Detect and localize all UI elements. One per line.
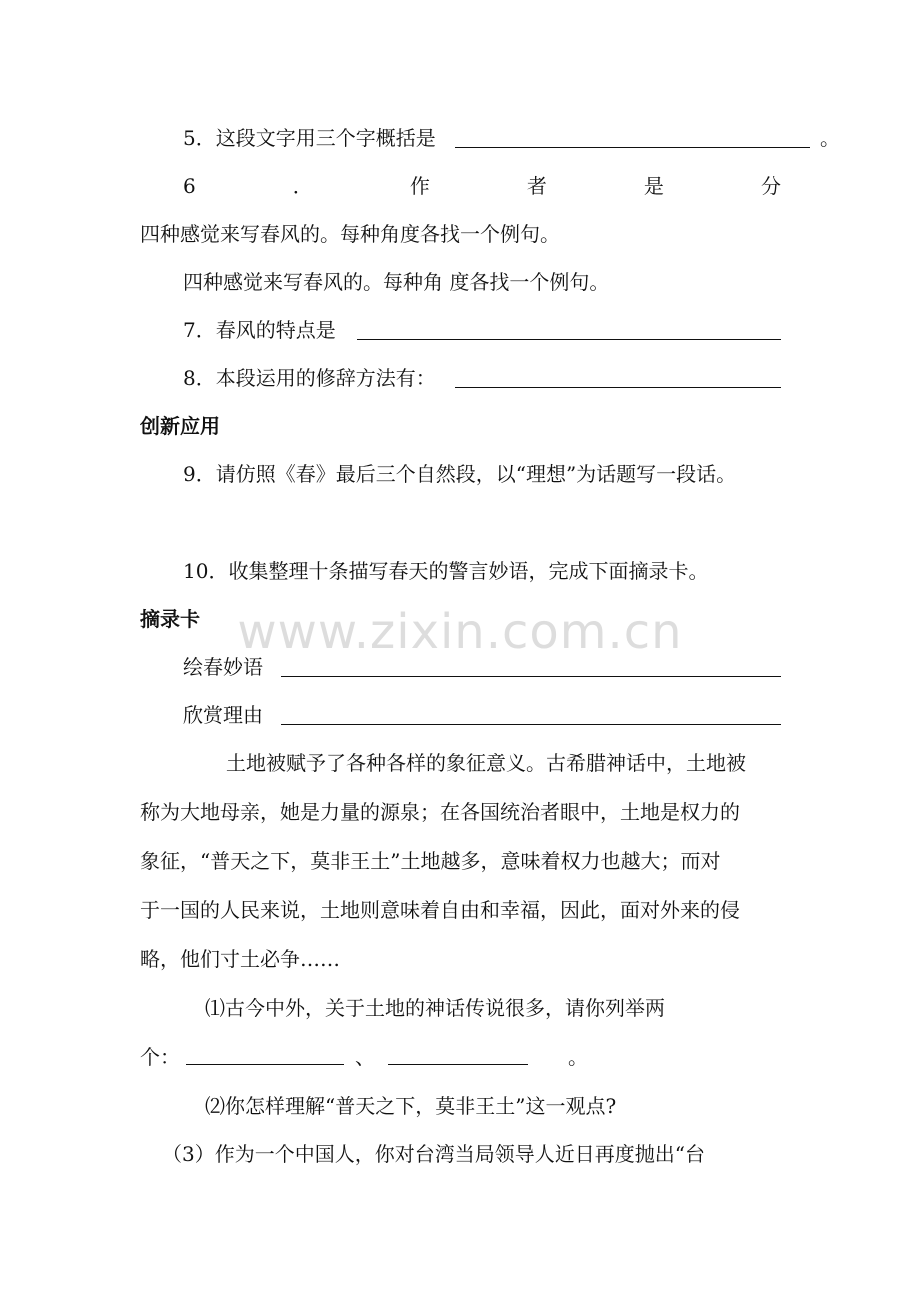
question-5: 5．这段文字用三个字概括是	[183, 126, 436, 150]
passage-line: 称为大地母亲，她是力量的源泉；在各国统治者眼中，土地是权力的	[140, 800, 740, 824]
card-label-quote: 绘春妙语	[183, 655, 263, 679]
sub-question-1-end: 。	[568, 1045, 588, 1069]
answer-blank-7[interactable]	[357, 339, 781, 340]
passage-line: 于一国的人民来说，土地则意味着自由和幸福，因此，面对外来的侵	[140, 898, 740, 922]
sub-question-1: ⑴古今中外，关于土地的神话传说很多，请你列举两	[205, 996, 665, 1020]
sub-question-1-prefix: 个：	[140, 1045, 180, 1069]
card-blank-reason[interactable]	[281, 724, 781, 725]
q6-char: 分	[760, 174, 781, 198]
answer-blank-5[interactable]	[455, 147, 810, 148]
sub-question-1-separator: 、	[355, 1045, 375, 1069]
watermark: www.zixin.com.cn	[237, 604, 683, 660]
passage-line: 略，他们寸土必争……	[140, 947, 340, 971]
q6-char: 6	[183, 174, 196, 198]
sub-question-3: （3）作为一个中国人，你对台湾当局领导人近日再度抛出“台	[162, 1142, 705, 1166]
sub-question-2: ⑵你怎样理解“普天之下，莫非王土”这一观点?	[205, 1094, 617, 1118]
question-7: 7．春风的特点是	[183, 318, 336, 342]
q6-char: 作	[409, 174, 430, 198]
card-label-reason: 欣赏理由	[183, 703, 263, 727]
question-5-end: 。	[820, 126, 840, 150]
card-title: 摘录卡	[140, 607, 200, 631]
passage-line: 象征，“普天之下，莫非王土”土地越多，意味着权力也越大；而对	[140, 849, 721, 873]
sub-question-1-blank-b[interactable]	[388, 1064, 528, 1065]
q6-char: ．	[292, 174, 313, 198]
question-6-repeat: 四种感觉来写春风的。每种角 度各找一个例句。	[183, 270, 610, 294]
q6-char: 是	[643, 174, 664, 198]
section-heading-innovation: 创新应用	[140, 414, 220, 438]
answer-blank-8[interactable]	[455, 387, 781, 388]
question-6-line1	[183, 172, 781, 200]
question-6-line2: 四种感觉来写春风的。每种角度各找一个例句。	[140, 222, 560, 246]
q6-char: 者	[526, 174, 547, 198]
passage-line: 土地被赋予了各种各样的象征意义。古希腊神话中，土地被	[226, 751, 746, 775]
sub-question-1-blank-a[interactable]	[186, 1064, 344, 1065]
question-8: 8．本段运用的修辞方法有：	[183, 366, 436, 390]
question-10: 10．收集整理十条描写春天的警言妙语，完成下面摘录卡。	[183, 559, 709, 583]
card-blank-quote[interactable]	[281, 676, 781, 677]
question-9: 9．请仿照《春》最后三个自然段，以“理想”为话题写一段话。	[183, 462, 737, 486]
